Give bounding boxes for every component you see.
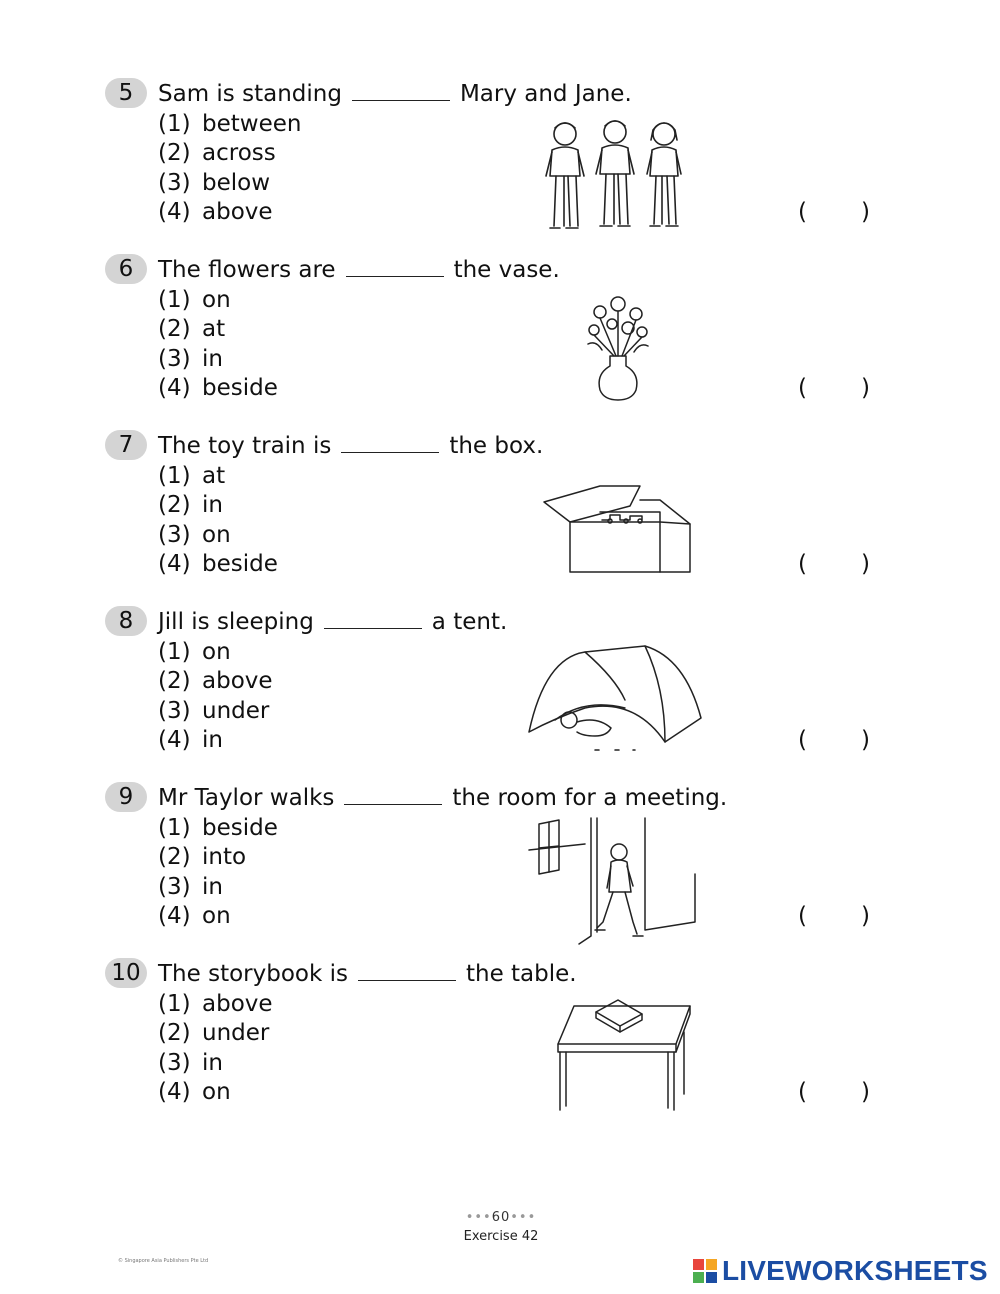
stem-text-after: the vase. xyxy=(453,257,560,283)
option-number: (1) xyxy=(158,991,191,1017)
option-1 xyxy=(158,110,301,139)
option-text: below xyxy=(202,169,271,196)
question-stem xyxy=(158,605,507,639)
option-number: (2) xyxy=(158,668,191,695)
option-number: (1) xyxy=(158,463,191,489)
answer-box[interactable] xyxy=(798,197,870,227)
option-text: on xyxy=(202,639,231,665)
stem-text-after: the box. xyxy=(449,433,544,459)
paren-close: ) xyxy=(860,199,870,225)
option-number: (4) xyxy=(158,374,191,401)
option-number: (1) xyxy=(158,287,191,313)
option-number: (4) xyxy=(158,726,191,753)
option-number: (4) xyxy=(158,198,191,225)
option-number: (4) xyxy=(158,902,191,929)
page-number-text: 60 xyxy=(491,1210,511,1225)
stem-text-after: Mary and Jane. xyxy=(459,81,632,107)
option-1 xyxy=(158,638,273,667)
option-text: in xyxy=(202,492,223,519)
options-list xyxy=(158,990,273,1107)
option-number: (3) xyxy=(158,1049,191,1076)
option-2 xyxy=(158,315,278,344)
option-2 xyxy=(158,491,278,520)
option-number: (1) xyxy=(158,639,191,665)
option-number: (1) xyxy=(158,815,191,841)
option-text: above xyxy=(202,198,273,225)
option-4 xyxy=(158,1078,273,1107)
option-1 xyxy=(158,286,278,315)
question-stem xyxy=(158,253,560,287)
question-stem xyxy=(158,781,727,815)
options-list xyxy=(158,286,278,403)
paren-close: ) xyxy=(860,551,870,577)
option-text: above xyxy=(202,668,273,695)
question-number-badge: 6 xyxy=(105,254,147,284)
liveworksheets-logo[interactable] xyxy=(693,1256,988,1286)
answer-box[interactable] xyxy=(798,901,870,931)
question-number-badge: 7 xyxy=(105,430,147,460)
option-number: (3) xyxy=(158,521,191,548)
question-stem xyxy=(158,957,577,991)
option-number: (3) xyxy=(158,697,191,724)
stem-text-before: The flowers are xyxy=(158,257,336,283)
question-6 xyxy=(105,256,905,426)
page-dots-right: ••• xyxy=(510,1210,537,1225)
option-1 xyxy=(158,462,278,491)
answer-blank[interactable] xyxy=(346,258,444,277)
stem-text-after: the table. xyxy=(465,961,577,987)
page-dots-left: ••• xyxy=(465,1210,492,1225)
option-text: above xyxy=(202,991,273,1017)
option-text: in xyxy=(202,345,223,372)
answer-blank[interactable] xyxy=(324,610,422,629)
stem-text-before: Sam is standing xyxy=(158,81,342,107)
option-text: across xyxy=(202,140,276,167)
option-3 xyxy=(158,521,278,550)
option-text: under xyxy=(202,697,270,724)
option-text: in xyxy=(202,873,223,900)
paren-open: ( xyxy=(798,199,807,225)
option-4 xyxy=(158,374,278,403)
option-3 xyxy=(158,169,301,198)
option-text: in xyxy=(202,726,223,753)
paren-open: ( xyxy=(798,903,807,929)
options-list xyxy=(158,638,273,755)
option-number: (2) xyxy=(158,140,191,167)
copyright-notice: © Singapore Asia Publishers Pte Ltd xyxy=(118,1258,209,1264)
three-children-illustration xyxy=(540,118,690,238)
question-stem xyxy=(158,429,543,463)
brand-name: LIVEWORKSHEETS xyxy=(722,1255,988,1286)
option-text: on xyxy=(202,287,231,313)
option-2 xyxy=(158,1019,273,1048)
book-on-table-illustration xyxy=(550,996,700,1114)
question-5 xyxy=(105,80,905,250)
girl-in-tent-illustration xyxy=(525,638,705,758)
paren-close: ) xyxy=(860,1079,870,1105)
option-1 xyxy=(158,814,278,843)
answer-box[interactable] xyxy=(798,373,870,403)
paren-close: ) xyxy=(860,727,870,753)
option-text: under xyxy=(202,1020,270,1047)
option-3 xyxy=(158,1049,273,1078)
option-1 xyxy=(158,990,273,1019)
option-text: on xyxy=(202,1078,231,1105)
question-9 xyxy=(105,784,905,954)
option-3 xyxy=(158,345,278,374)
stem-text-before: Jill is sleeping xyxy=(158,609,314,635)
flowers-in-vase-illustration xyxy=(580,294,660,404)
liveworksheets-logo-icon xyxy=(693,1259,717,1283)
option-number: (3) xyxy=(158,345,191,372)
question-number-badge: 8 xyxy=(105,606,147,636)
option-4 xyxy=(158,902,278,931)
stem-text-before: Mr Taylor walks xyxy=(158,785,335,811)
question-8 xyxy=(105,608,905,778)
option-text: into xyxy=(202,844,247,871)
option-2 xyxy=(158,843,278,872)
exercise-label: Exercise 42 xyxy=(463,1229,539,1244)
option-number: (4) xyxy=(158,1078,191,1105)
page-number xyxy=(456,1210,546,1225)
paren-close: ) xyxy=(860,903,870,929)
option-text: between xyxy=(202,111,302,137)
answer-blank[interactable] xyxy=(344,786,442,805)
paren-open: ( xyxy=(798,375,807,401)
answer-blank[interactable] xyxy=(352,82,450,101)
option-2 xyxy=(158,667,273,696)
option-text: at xyxy=(202,316,226,343)
stem-text-before: The toy train is xyxy=(158,433,332,459)
option-number: (4) xyxy=(158,550,191,577)
answer-blank[interactable] xyxy=(358,962,456,981)
stem-text-before: The storybook is xyxy=(158,961,348,987)
stem-text-after: the room for a meeting. xyxy=(452,785,728,811)
option-number: (3) xyxy=(158,169,191,196)
option-3 xyxy=(158,697,273,726)
options-list xyxy=(158,814,278,931)
paren-close: ) xyxy=(860,375,870,401)
answer-box[interactable] xyxy=(798,549,870,579)
option-number: (3) xyxy=(158,873,191,900)
question-number-badge: 5 xyxy=(105,78,147,108)
question-number-badge: 10 xyxy=(105,958,147,988)
option-2 xyxy=(158,139,301,168)
answer-box[interactable] xyxy=(798,1077,870,1107)
options-list xyxy=(158,110,301,227)
toy-train-in-box-illustration xyxy=(540,482,700,582)
option-number: (1) xyxy=(158,111,191,137)
question-number-badge: 9 xyxy=(105,782,147,812)
option-4 xyxy=(158,726,273,755)
paren-open: ( xyxy=(798,727,807,753)
question-7 xyxy=(105,432,905,602)
option-text: beside xyxy=(202,550,278,577)
stem-text-after: a tent. xyxy=(431,609,508,635)
option-number: (2) xyxy=(158,492,191,519)
option-text: at xyxy=(202,463,226,489)
question-10 xyxy=(105,960,905,1130)
option-number: (2) xyxy=(158,316,191,343)
option-text: beside xyxy=(202,815,278,841)
option-number: (2) xyxy=(158,1020,191,1047)
option-4 xyxy=(158,198,301,227)
option-4 xyxy=(158,550,278,579)
options-list xyxy=(158,462,278,579)
answer-box[interactable] xyxy=(798,725,870,755)
man-walking-into-room-illustration xyxy=(525,814,705,946)
option-text: beside xyxy=(202,374,278,401)
paren-open: ( xyxy=(798,551,807,577)
option-number: (2) xyxy=(158,844,191,871)
option-3 xyxy=(158,873,278,902)
option-text: on xyxy=(202,521,231,548)
option-text: on xyxy=(202,902,231,929)
answer-blank[interactable] xyxy=(341,434,439,453)
option-text: in xyxy=(202,1049,223,1076)
paren-open: ( xyxy=(798,1079,807,1105)
question-stem xyxy=(158,77,632,111)
